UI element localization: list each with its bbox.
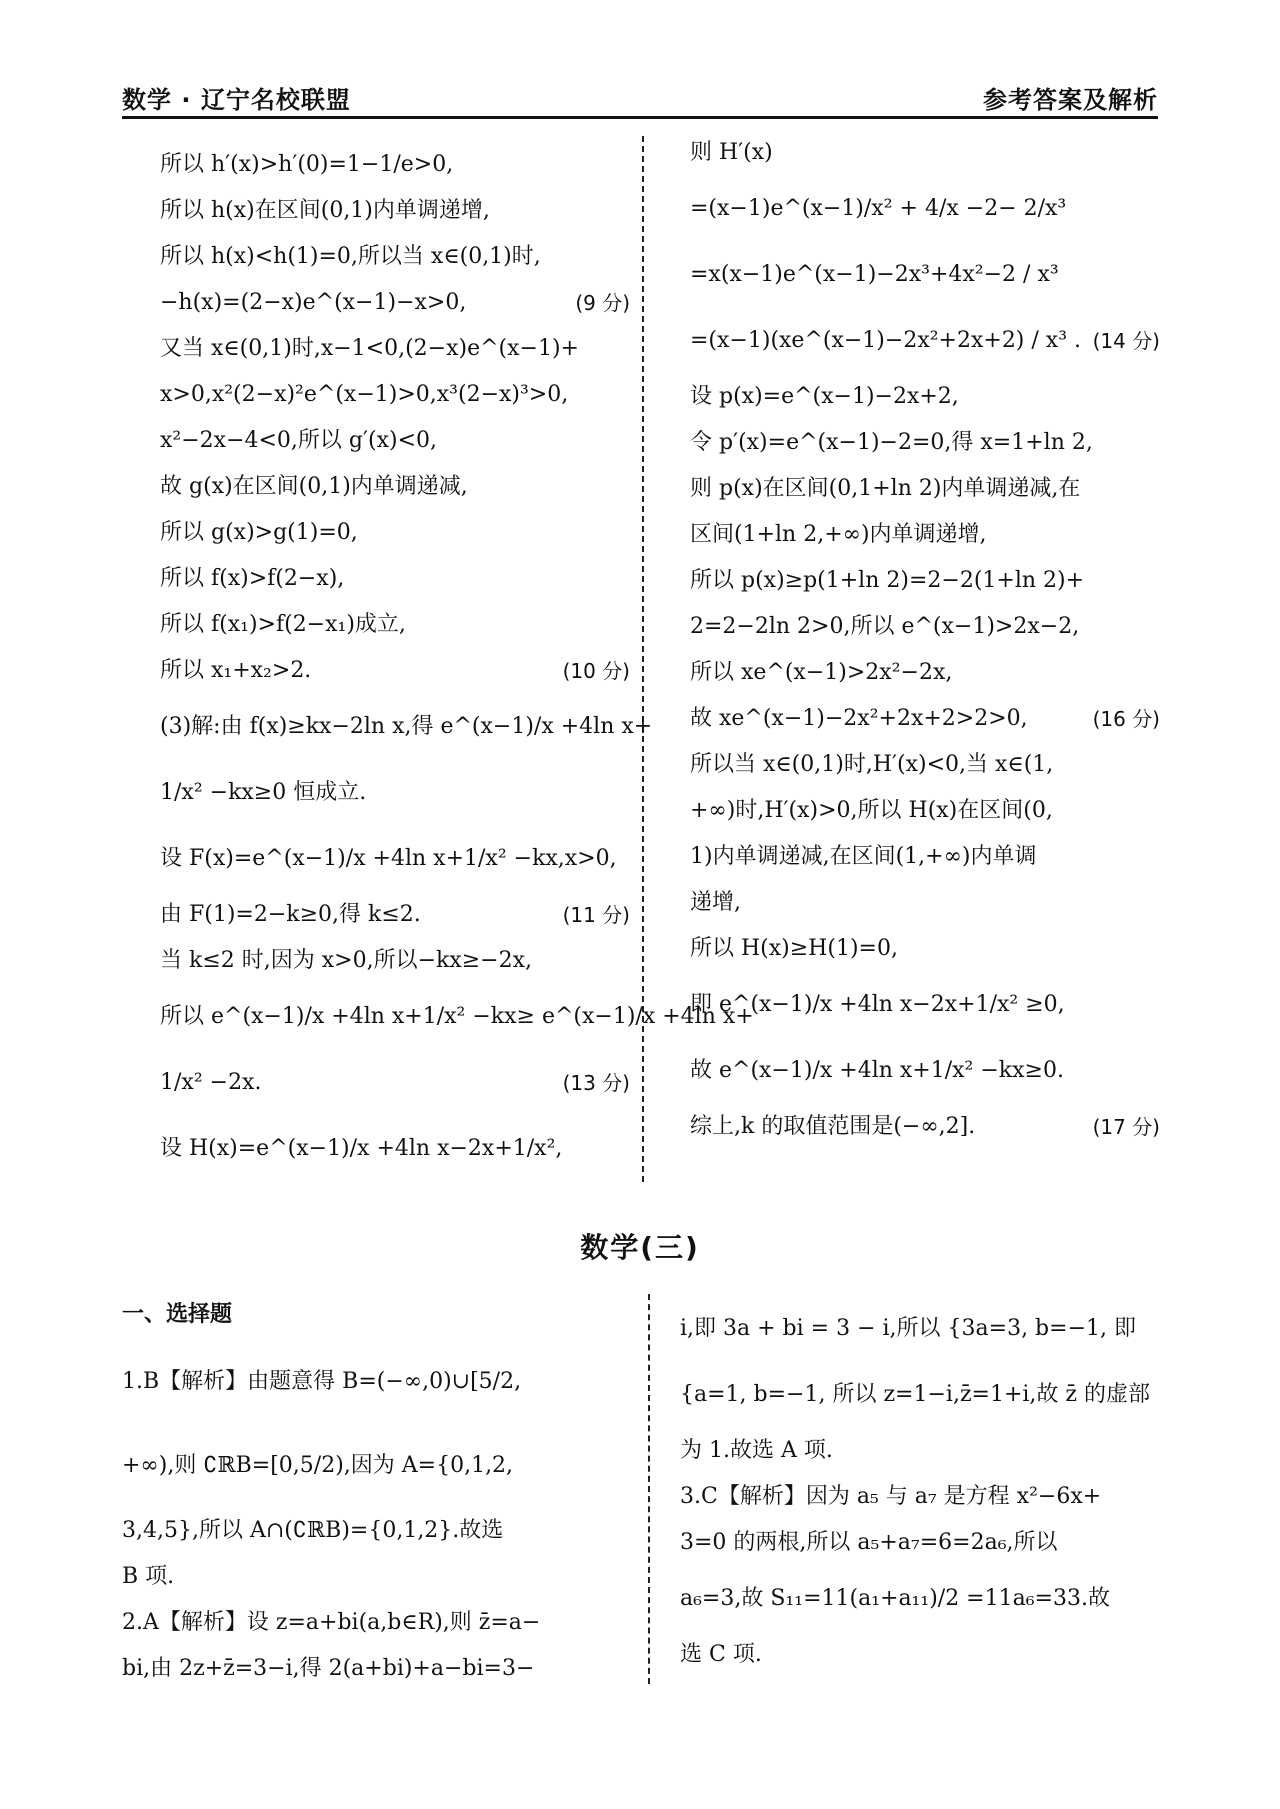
line-text: 则 p(x)在区间(0,1+ln 2)内单调递减,在 [690, 476, 1081, 501]
text-line [160, 1116, 630, 1182]
text-line [690, 176, 1160, 242]
line-text: 所以当 x∈(0,1)时,H′(x)<0,当 x∈(1, [690, 752, 1054, 777]
page-header [122, 80, 1158, 118]
text-line [690, 558, 1160, 604]
line-text: 2=2−2ln 2>0,所以 e^(x−1)>2x−2, [690, 614, 1080, 639]
line-text: 区间(1+ln 2,+∞)内单调递增, [690, 522, 987, 547]
line-text: 所以 x₁+x₂>2. [160, 658, 312, 683]
header-title: 数学 · 辽宁名校联盟 [122, 86, 351, 114]
text-line [160, 1050, 630, 1116]
text-line [680, 1474, 1160, 1520]
line-text: 则 H′(x) [690, 140, 773, 165]
text-line [160, 556, 630, 602]
text-line [160, 280, 630, 326]
text-line [690, 420, 1160, 466]
line-text: (3)解:由 f(x)≥kx−2ln x,得 e^(x−1)/x +4ln x+ [160, 714, 653, 739]
text-line [160, 648, 630, 694]
line-text: 即 e^(x−1)/x +4ln x−2x+1/x² ≥0, [690, 992, 1065, 1017]
line-text: 所以 g(x)>g(1)=0, [160, 520, 358, 545]
score-label: (13 分) [562, 1071, 630, 1095]
line-text: B 项. [122, 1564, 175, 1589]
text-line [680, 1362, 1160, 1428]
text-line [122, 1508, 632, 1554]
part-heading: 一、选择题 [122, 1302, 233, 1327]
text-line [690, 466, 1160, 512]
line-text: 所以 xe^(x−1)>2x²−2x, [690, 660, 953, 685]
line-text: 选 C 项. [680, 1642, 762, 1667]
text-line [160, 760, 630, 826]
text-line [160, 826, 630, 892]
text-line [160, 326, 630, 372]
line-text: 为 1.故选 A 项. [680, 1438, 833, 1463]
line-text: 令 p′(x)=e^(x−1)−2=0,得 x=1+ln 2, [690, 430, 1093, 455]
text-line [160, 938, 630, 984]
line-text: 所以 f(x)>f(2−x), [160, 566, 345, 591]
line-text: 所以 f(x₁)>f(2−x₁)成立, [160, 612, 406, 637]
column-divider-bottom [648, 1294, 650, 1684]
line-text: a₆=3,故 S₁₁=11(a₁+a₁₁)/2 =11a₆=33.故 [680, 1586, 1110, 1611]
text-line [122, 1554, 632, 1600]
score-label: (16 分) [1092, 707, 1160, 731]
line-text: =(x−1)e^(x−1)/x² + 4/x −2− 2/x³ [690, 196, 1067, 221]
line-text: 所以 h′(x)>h′(0)=1−1/e>0, [160, 152, 454, 177]
text-line [122, 1646, 632, 1692]
text-line [160, 510, 630, 556]
text-line [690, 650, 1160, 696]
line-text: 故 e^(x−1)/x +4ln x+1/x² −kx≥0. [690, 1058, 1064, 1083]
line-text: 3.C【解析】因为 a₅ 与 a₇ 是方程 x²−6x+ [680, 1484, 1102, 1509]
text-line [680, 1520, 1160, 1566]
line-text: i,即 3a + bi = 3 − i,所以 {3a=3, b=−1, 即 [680, 1316, 1136, 1341]
line-text: bi,由 2z+z̄=3−i,得 2(a+bi)+a−bi=3− [122, 1656, 535, 1681]
line-text: −h(x)=(2−x)e^(x−1)−x>0, [160, 290, 467, 315]
line-text: 3,4,5},所以 A∩(∁ℝB)={0,1,2}.故选 [122, 1518, 504, 1543]
score-label: (17 分) [1092, 1115, 1160, 1139]
line-text: x²−2x−4<0,所以 g′(x)<0, [160, 428, 437, 453]
line-text: 综上,k 的取值范围是(−∞,2]. [690, 1114, 976, 1139]
line-text: =(x−1)(xe^(x−1)−2x²+2x+2) / x³ . [690, 328, 1082, 353]
text-line [160, 892, 630, 938]
line-text: {a=1, b=−1, 所以 z=1−i,z̄=1+i,故 z̄ 的虚部 [680, 1382, 1151, 1407]
text-line [690, 742, 1160, 788]
line-text: +∞)时,H′(x)>0,所以 H(x)在区间(0, [690, 798, 1053, 823]
line-text: 1)内单调递减,在区间(1,+∞)内单调 [690, 844, 1037, 869]
left-column-2 [122, 1290, 632, 1692]
header-subtitle: 参考答案及解析 [983, 86, 1158, 114]
text-line [690, 972, 1160, 1038]
line-text: 设 H(x)=e^(x−1)/x +4ln x−2x+1/x², [160, 1136, 563, 1161]
text-line [160, 984, 754, 1050]
line-text: x>0,x²(2−x)²e^(x−1)>0,x³(2−x)³>0, [160, 382, 569, 407]
line-text: 由 F(1)=2−k≥0,得 k≤2. [160, 902, 421, 927]
line-text: 1.B【解析】由题意得 B=(−∞,0)∪[5/2, [122, 1369, 522, 1394]
line-text: 3=0 的两根,所以 a₅+a₇=6=2a₆,所以 [680, 1530, 1058, 1555]
text-line [680, 1566, 1160, 1632]
section-title: 数学(三) [580, 1231, 700, 1264]
right-column [690, 130, 1160, 1150]
line-text: 设 F(x)=e^(x−1)/x +4ln x+1/x² −kx,x>0, [160, 846, 617, 871]
text-line [690, 1104, 1160, 1150]
text-line [160, 372, 630, 418]
text-line [160, 464, 630, 510]
text-line [122, 1424, 632, 1508]
text-line [160, 602, 630, 648]
text-line [680, 1296, 1160, 1362]
score-label: (11 分) [562, 903, 630, 927]
right-column-2 [680, 1296, 1160, 1678]
line-text: 设 p(x)=e^(x−1)−2x+2, [690, 384, 959, 409]
text-line [680, 1428, 1160, 1474]
text-line [690, 308, 1160, 374]
text-line [690, 604, 1160, 650]
line-text: 所以 h(x)<h(1)=0,所以当 x∈(0,1)时, [160, 244, 541, 269]
text-line [680, 1632, 1160, 1678]
line-text: 所以 H(x)≥H(1)=0, [690, 936, 898, 961]
score-label: (14 分) [1092, 329, 1160, 353]
line-text: 所以 p(x)≥p(1+ln 2)=2−2(1+ln 2)+ [690, 568, 1085, 593]
line-text: 1/x² −kx≥0 恒成立. [160, 780, 367, 805]
text-line [690, 696, 1160, 742]
text-line [690, 1038, 1160, 1104]
line-text: 所以 h(x)在区间(0,1)内单调递增, [160, 198, 490, 223]
line-text: 故 xe^(x−1)−2x²+2x+2>2>0, [690, 706, 1028, 731]
text-line [160, 234, 630, 280]
line-text: 故 g(x)在区间(0,1)内单调递减, [160, 474, 468, 499]
text-line [160, 418, 630, 464]
text-line [160, 188, 630, 234]
score-label: (10 分) [562, 659, 630, 683]
line-text: 递增, [690, 890, 741, 915]
line-text: 又当 x∈(0,1)时,x−1<0,(2−x)e^(x−1)+ [160, 336, 579, 361]
text-line [160, 694, 653, 760]
text-line [160, 142, 630, 188]
text-line [690, 374, 1160, 420]
score-label: (9 分) [575, 291, 630, 315]
text-line [690, 834, 1160, 880]
text-line [690, 512, 1160, 558]
text-line [122, 1600, 632, 1646]
header-rule [122, 116, 1158, 119]
text-line [690, 130, 1160, 176]
line-text: +∞),则 ∁ℝB=[0,5/2),因为 A={0,1,2, [122, 1453, 514, 1478]
text-line [122, 1340, 632, 1424]
text-line [690, 242, 1160, 308]
line-text: =x(x−1)e^(x−1)−2x³+4x²−2 / x³ [690, 262, 1059, 287]
line-text: 2.A【解析】设 z=a+bi(a,b∈R),则 z̄=a− [122, 1610, 541, 1635]
line-text: 所以 e^(x−1)/x +4ln x+1/x² −kx≥ e^(x−1)/x +4ln x+ [160, 1004, 754, 1029]
text-line [690, 926, 1160, 972]
text-line [690, 880, 1160, 926]
text-line [690, 788, 1160, 834]
line-text: 当 k≤2 时,因为 x>0,所以−kx≥−2x, [160, 948, 533, 973]
line-text: 1/x² −2x. [160, 1070, 262, 1095]
